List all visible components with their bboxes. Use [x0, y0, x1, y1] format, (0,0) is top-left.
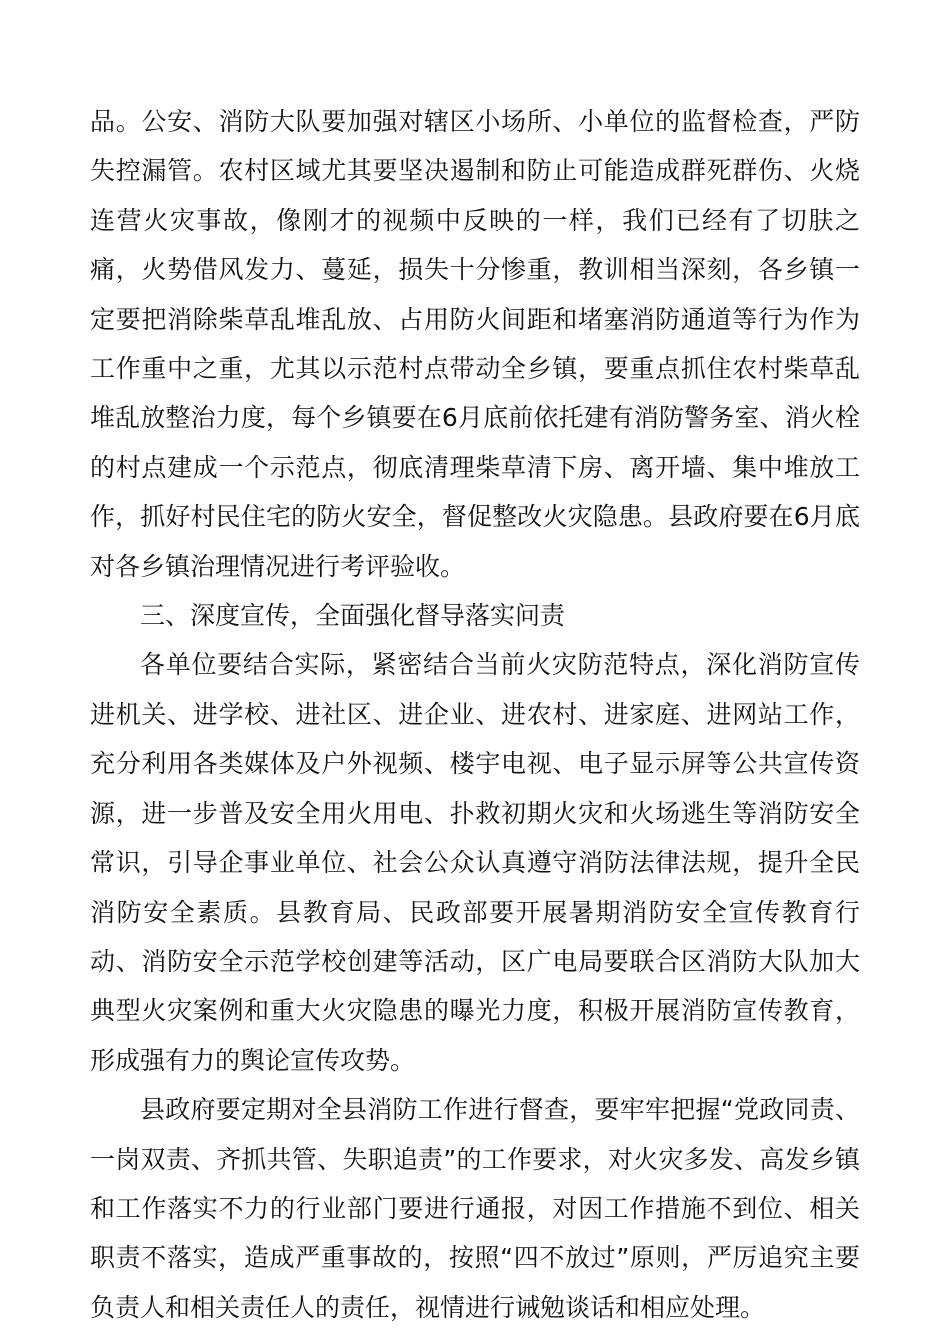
body-paragraph-continued: 品。公安、消防大队要加强对辖区小场所、小单位的监督检查，严防失控漏管。农村区域尤其要坚决遏制和防止可能造成群死群伤、火烧连营火灾事故，像刚才的视频中反映的一样，我们已经有了切肤之痛，火势借风发力、蔓延，损失十分惨重，教训相当深刻，各乡镇一定要把消除柴草乱堆乱放、占用防火间距和堵塞消防通道等行为作为工作重中之重，尤其以示范村点带动全乡镇，要重点抓住农村柴草乱堆乱放整治力度，每个乡镇要在6月底前依托建有消防警务室、消火栓的村点建成一个示范点，彻底清理柴草清下房、离开墙、集中堆放工作，抓好村民住宅的防火安全，督促整改火灾隐患。县政府要在6月底对各乡镇治理情况进行考评验收。 [90, 107, 860, 581]
body-paragraph: 县政府要定期对全县消防工作进行督查，要牢牢把握“党政同责、一岗双责、齐抓共管、失职追责”的工作要求，对火灾多发、高发乡镇和工作落实不力的行业部门要进行通报，对因工作措施不到位、相关职责不落实，造成严重事故的，按照“四不放过”原则，严厉追究主要负责人和相关责任人的责任，视情进行诫勉谈话和相应处理。 [90, 1095, 860, 1322]
document-page [90, 97, 860, 1332]
section-heading: 三、深度宣传，全面强化督导落实问责 [140, 601, 566, 631]
body-paragraph: 各单位要结合实际，紧密结合当前火灾防范特点，深化消防宣传进机关、进学校、进社区、进企业、进农村、进家庭、进网站工作，充分利用各类媒体及户外视频、楼宇电视、电子显示屏等公共宣传资源，进一步普及安全用火用电、扑救初期火灾和火场逃生等消防安全常识，引导企事业单位、社会公众认真遵守消防法律法规，提升全民消防安全素质。县教育局、民政部要开展暑期消防安全宣传教育行动、消防安全示范学校创建等活动，区广电局要联合区消防大队加大典型火灾案例和重大火灾隐患的曝光力度，积极开展消防宣传教育，形成强有力的舆论宣传攻势。 [90, 650, 860, 1075]
